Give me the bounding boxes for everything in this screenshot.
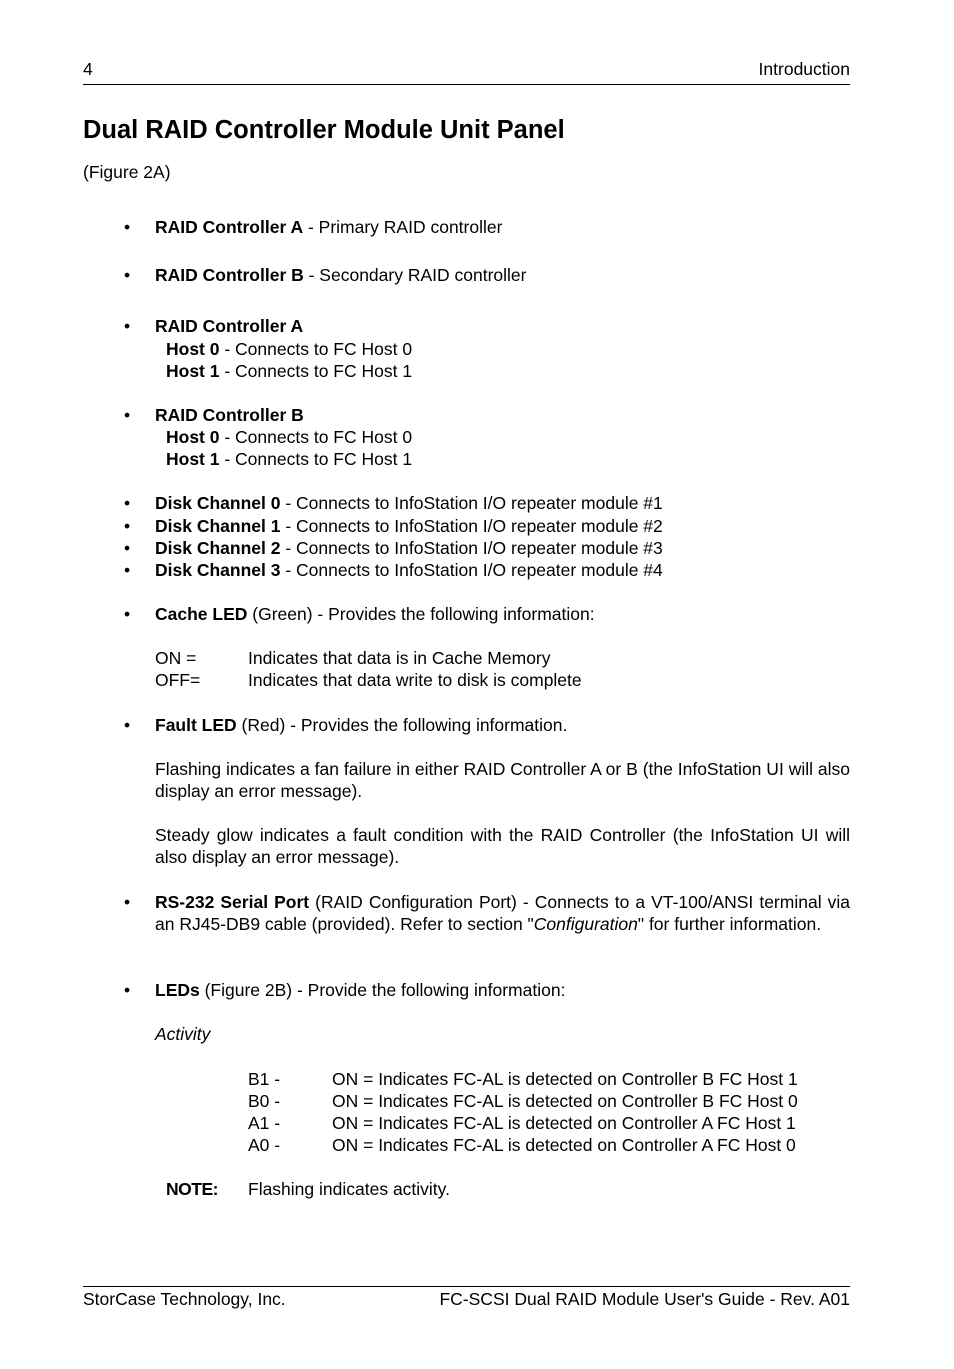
- term: Host 1: [166, 361, 220, 381]
- cache-on-key: ON =: [155, 648, 197, 668]
- fault-led-flashing-paragraph: Flashing indicates a fan failure in either RAID Controller A or B (the InfoStation UI will also display an error message).: [155, 759, 850, 801]
- term: Host 0: [166, 339, 220, 359]
- description: - Connects to FC Host 1: [219, 361, 413, 381]
- list-item-fault-led: [155, 714, 567, 736]
- led-key: B0 -: [248, 1091, 281, 1111]
- bullet: •: [124, 980, 131, 1000]
- term: Disk Channel 1: [155, 516, 281, 536]
- list-item-controller-b: [155, 264, 526, 286]
- bullet: •: [124, 560, 131, 580]
- bullet: •: [124, 892, 131, 912]
- list-item-controller-a-hosts: [155, 315, 303, 337]
- list-item-controller-b-hosts: [155, 404, 304, 426]
- host-1-line: [166, 360, 412, 382]
- list-item-rs232-port: [155, 891, 850, 935]
- list-item-cache-led: [155, 603, 595, 625]
- page-title: Dual RAID Controller Module Unit Panel: [83, 116, 565, 144]
- description: - Connects to InfoStation I/O repeater module #2: [280, 516, 663, 536]
- led-description: ON = Indicates FC-AL is detected on Controller A FC Host 0: [332, 1135, 796, 1155]
- bullet: •: [124, 217, 131, 237]
- list-item-disk-channel: [155, 492, 663, 514]
- description: - Secondary RAID controller: [303, 265, 527, 285]
- description: (RAID Configuration Port) - Connects to a VT-100/ANSI terminal via an RJ45-DB9 cable (provided). Refer to section ": [155, 892, 850, 934]
- term: RAID Controller B: [155, 265, 304, 285]
- bullet: •: [124, 493, 131, 513]
- bullet: •: [124, 715, 131, 735]
- bullet: •: [124, 316, 131, 336]
- fault-led-steady-paragraph: Steady glow indicates a fault condition with the RAID Controller (the InfoStation UI will also display an error message).: [155, 825, 850, 867]
- term: RAID Controller A: [155, 316, 304, 336]
- bullet: •: [124, 538, 131, 558]
- figure-reference: (Figure 2A): [83, 162, 171, 182]
- running-header: Introduction: [758, 59, 850, 79]
- list-item-disk-channel: [155, 559, 663, 581]
- note-label: NOTE:: [166, 1179, 218, 1199]
- led-key: A1 -: [248, 1113, 281, 1133]
- term: Host 1: [166, 449, 220, 469]
- cache-on-value: Indicates that data is in Cache Memory: [248, 648, 551, 668]
- bullet: •: [124, 516, 131, 536]
- description: " for further information.: [637, 914, 822, 934]
- term: Cache LED: [155, 604, 248, 624]
- description: - Connects to FC Host 0: [219, 427, 413, 447]
- led-description: ON = Indicates FC-AL is detected on Controller A FC Host 1: [332, 1113, 796, 1133]
- list-item-controller-a: [155, 216, 502, 238]
- led-key: B1 -: [248, 1069, 281, 1089]
- section-reference: Configuration: [533, 914, 638, 934]
- description: - Connects to InfoStation I/O repeater module #4: [280, 560, 663, 580]
- term: RAID Controller A: [155, 217, 304, 237]
- page-number: 4: [83, 59, 93, 79]
- host-0-line: [166, 338, 412, 360]
- cache-off-value: Indicates that data write to disk is complete: [248, 670, 582, 690]
- description: (Figure 2B) - Provide the following information:: [199, 980, 566, 1000]
- list-item-disk-channel: [155, 515, 663, 537]
- description: - Primary RAID controller: [303, 217, 503, 237]
- description: - Connects to FC Host 0: [219, 339, 413, 359]
- description: (Green) - Provides the following information:: [247, 604, 595, 624]
- footer-rule: [83, 1286, 850, 1287]
- led-key: A0 -: [248, 1135, 281, 1155]
- description: - Connects to InfoStation I/O repeater module #3: [280, 538, 663, 558]
- header-rule: [83, 84, 850, 85]
- term: Disk Channel 0: [155, 493, 281, 513]
- led-description: ON = Indicates FC-AL is detected on Controller B FC Host 1: [332, 1069, 798, 1089]
- host-0-line: [166, 426, 412, 448]
- bullet: •: [124, 604, 131, 624]
- cache-off-key: OFF=: [155, 670, 201, 690]
- footer-company: StorCase Technology, Inc.: [83, 1289, 286, 1309]
- description: - Connects to FC Host 1: [219, 449, 413, 469]
- note-text: Flashing indicates activity.: [248, 1179, 450, 1199]
- footer-document-title: FC-SCSI Dual RAID Module User's Guide - Rev. A01: [439, 1289, 850, 1309]
- term: RAID Controller B: [155, 405, 304, 425]
- term: Fault LED: [155, 715, 237, 735]
- host-1-line: [166, 448, 412, 470]
- term: Disk Channel 3: [155, 560, 281, 580]
- led-description: ON = Indicates FC-AL is detected on Controller B FC Host 0: [332, 1091, 798, 1111]
- bullet: •: [124, 405, 131, 425]
- description: (Red) - Provides the following information.: [236, 715, 568, 735]
- term: Disk Channel 2: [155, 538, 281, 558]
- activity-heading: Activity: [155, 1024, 211, 1044]
- list-item-disk-channel: [155, 537, 663, 559]
- bullet: •: [124, 265, 131, 285]
- list-item-leds: [155, 979, 565, 1001]
- term: RS-232 Serial Port: [155, 892, 310, 912]
- term: Host 0: [166, 427, 220, 447]
- term: LEDs: [155, 980, 200, 1000]
- description: - Connects to InfoStation I/O repeater module #1: [280, 493, 663, 513]
